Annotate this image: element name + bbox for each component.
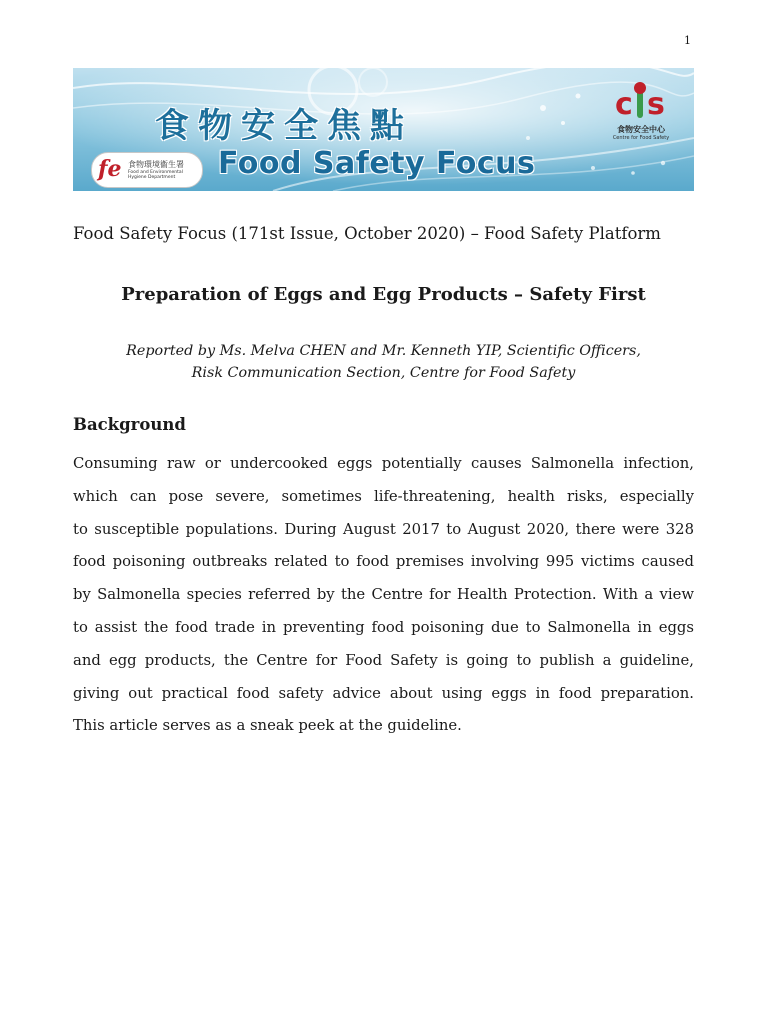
svg-text:c: c <box>615 87 633 122</box>
cfs-emblem-icon <box>595 80 687 124</box>
paragraph-line: to assist the food trade in preventing food poisoning due to Salmonella in eggs <box>73 618 694 636</box>
cfs-name-english: Centre for Food Safety <box>612 135 670 141</box>
paragraph-line: which can pose severe, sometimes life-threatening, health risks, especially <box>73 487 694 505</box>
fehd-name-chinese: 食物環境衞生署 <box>128 160 184 169</box>
food-safety-focus-banner <box>73 68 694 191</box>
paragraph-line: and egg products, the Centre for Food Safety is going to publish a guideline, <box>73 651 694 669</box>
paragraph-line: giving out practical food safety advice about using eggs in food preparation. <box>73 684 694 702</box>
fehd-name-english: Food and Environmental Hygiene Department <box>128 170 183 180</box>
paragraph-line: food poisoning outbreaks related to food premises involving 995 victims caused <box>73 553 694 571</box>
cfs-name-chinese: 食物安全中心 <box>617 125 665 134</box>
paragraph-line: to susceptible populations. During August 2017 to August 2020, there were 328 <box>73 520 694 538</box>
article-title: Preparation of Eggs and Egg Products – Safety First <box>121 284 646 305</box>
section-heading: Background <box>73 415 186 434</box>
paragraph-line: Consuming raw or undercooked eggs potentially causes Salmonella infection, <box>73 455 694 472</box>
fehd-logo <box>91 152 203 188</box>
byline-authors: Reported by Ms. Melva CHEN and Mr. Kenneth YIP, Scientific Officers, <box>126 343 641 359</box>
paragraph-line: by Salmonella species referred by the Centre for Health Protection. With a view <box>73 586 694 604</box>
banner-title-english: Food Safety Focus <box>218 146 536 181</box>
fehd-mark: fe <box>98 156 122 182</box>
background-paragraph <box>73 448 694 743</box>
page-number: 1 <box>684 34 691 47</box>
issue-line: Food Safety Focus (171st Issue, October 2020) – Food Safety Platform <box>73 224 661 243</box>
paragraph-line: This article serves as a sneak peek at the guideline. <box>73 717 462 735</box>
byline-section: Risk Communication Section, Centre for Food Safety <box>191 365 576 381</box>
cfs-logo <box>595 80 687 150</box>
banner-title-chinese: 食物安全焦點 <box>155 106 413 146</box>
svg-text:s: s <box>647 87 665 122</box>
byline <box>73 340 694 384</box>
